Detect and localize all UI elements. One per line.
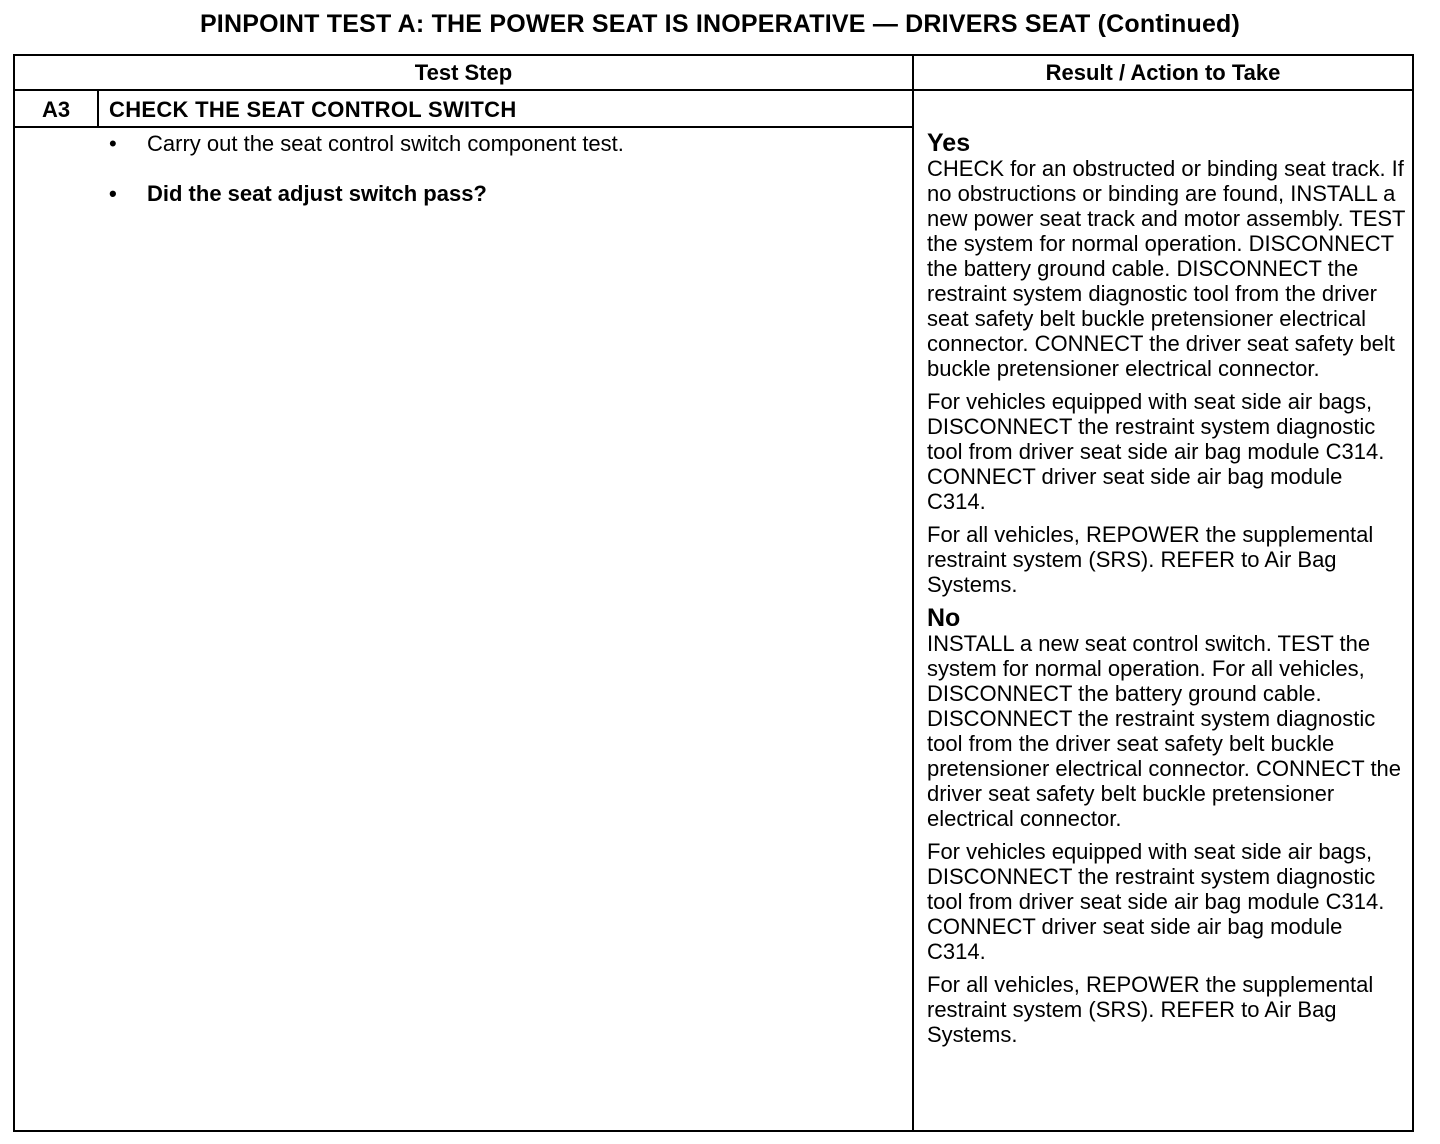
result-action-cell — [927, 130, 1407, 1055]
result-no-heading: No — [927, 604, 961, 632]
column-header-result-action: Result / Action to Take — [1045, 60, 1281, 85]
result-no-paragraph: For vehicles equipped with seat side air bags, DISCONNECT the restraint system diagnostic tool from driver seat side air bag module C314. CONNECT driver seat side air bag module C314. — [927, 839, 1385, 964]
step-question: Did the seat adjust switch pass? — [147, 181, 487, 206]
result-yes-paragraph: For all vehicles, REPOWER the supplemental restraint system (SRS). REFER to Air Bag Systems. — [927, 522, 1374, 597]
step-title-row-divider — [15, 126, 912, 128]
step-bullet-item — [109, 180, 487, 208]
page-title: PINPOINT TEST A: THE POWER SEAT IS INOPERATIVE — DRIVERS SEAT (Continued) — [199, 10, 1241, 38]
column-header-test-step: Test Step — [414, 60, 513, 85]
pinpoint-test-table — [13, 54, 1414, 1132]
step-instruction: Carry out the seat control switch component test. — [147, 131, 624, 156]
result-yes-heading: Yes — [927, 129, 971, 157]
step-bullet-item — [109, 130, 624, 158]
column-divider — [912, 56, 914, 1130]
result-no-paragraph: For all vehicles, REPOWER the supplemental restraint system (SRS). REFER to Air Bag Systems. — [927, 972, 1374, 1047]
result-yes-paragraph: CHECK for an obstructed or binding seat track. If no obstructions or binding are found, INSTALL a new power seat track and motor assembly. TEST the system for normal operation. DISCONNECT the battery ground cable. DISCONNECT the restraint system diagnostic tool from the driver seat safety belt buckle pretensioner electrical connector. CONNECT the driver seat safety belt buckle pretensioner electrical connector. — [927, 156, 1406, 381]
result-yes-paragraph: For vehicles equipped with seat side air bags, DISCONNECT the restraint system diagnostic tool from driver seat side air bag module C314. CONNECT driver seat side air bag module C314. — [927, 389, 1385, 514]
bullet-icon: • — [109, 181, 117, 206]
result-no-paragraph: INSTALL a new seat control switch. TEST the system for normal operation. For all vehicles, DISCONNECT the battery ground cable. DISCONNECT the restraint system diagnostic tool from the driver seat safety belt buckle pretensioner electrical connector. CONNECT the driver seat safety belt buckle pretensioner electrical connector. — [927, 631, 1402, 831]
header-row-divider — [15, 89, 1412, 91]
step-id: A3 — [41, 97, 71, 122]
step-title: CHECK THE SEAT CONTROL SWITCH — [109, 97, 517, 122]
bullet-icon: • — [109, 131, 117, 156]
step-id-divider — [97, 89, 99, 126]
